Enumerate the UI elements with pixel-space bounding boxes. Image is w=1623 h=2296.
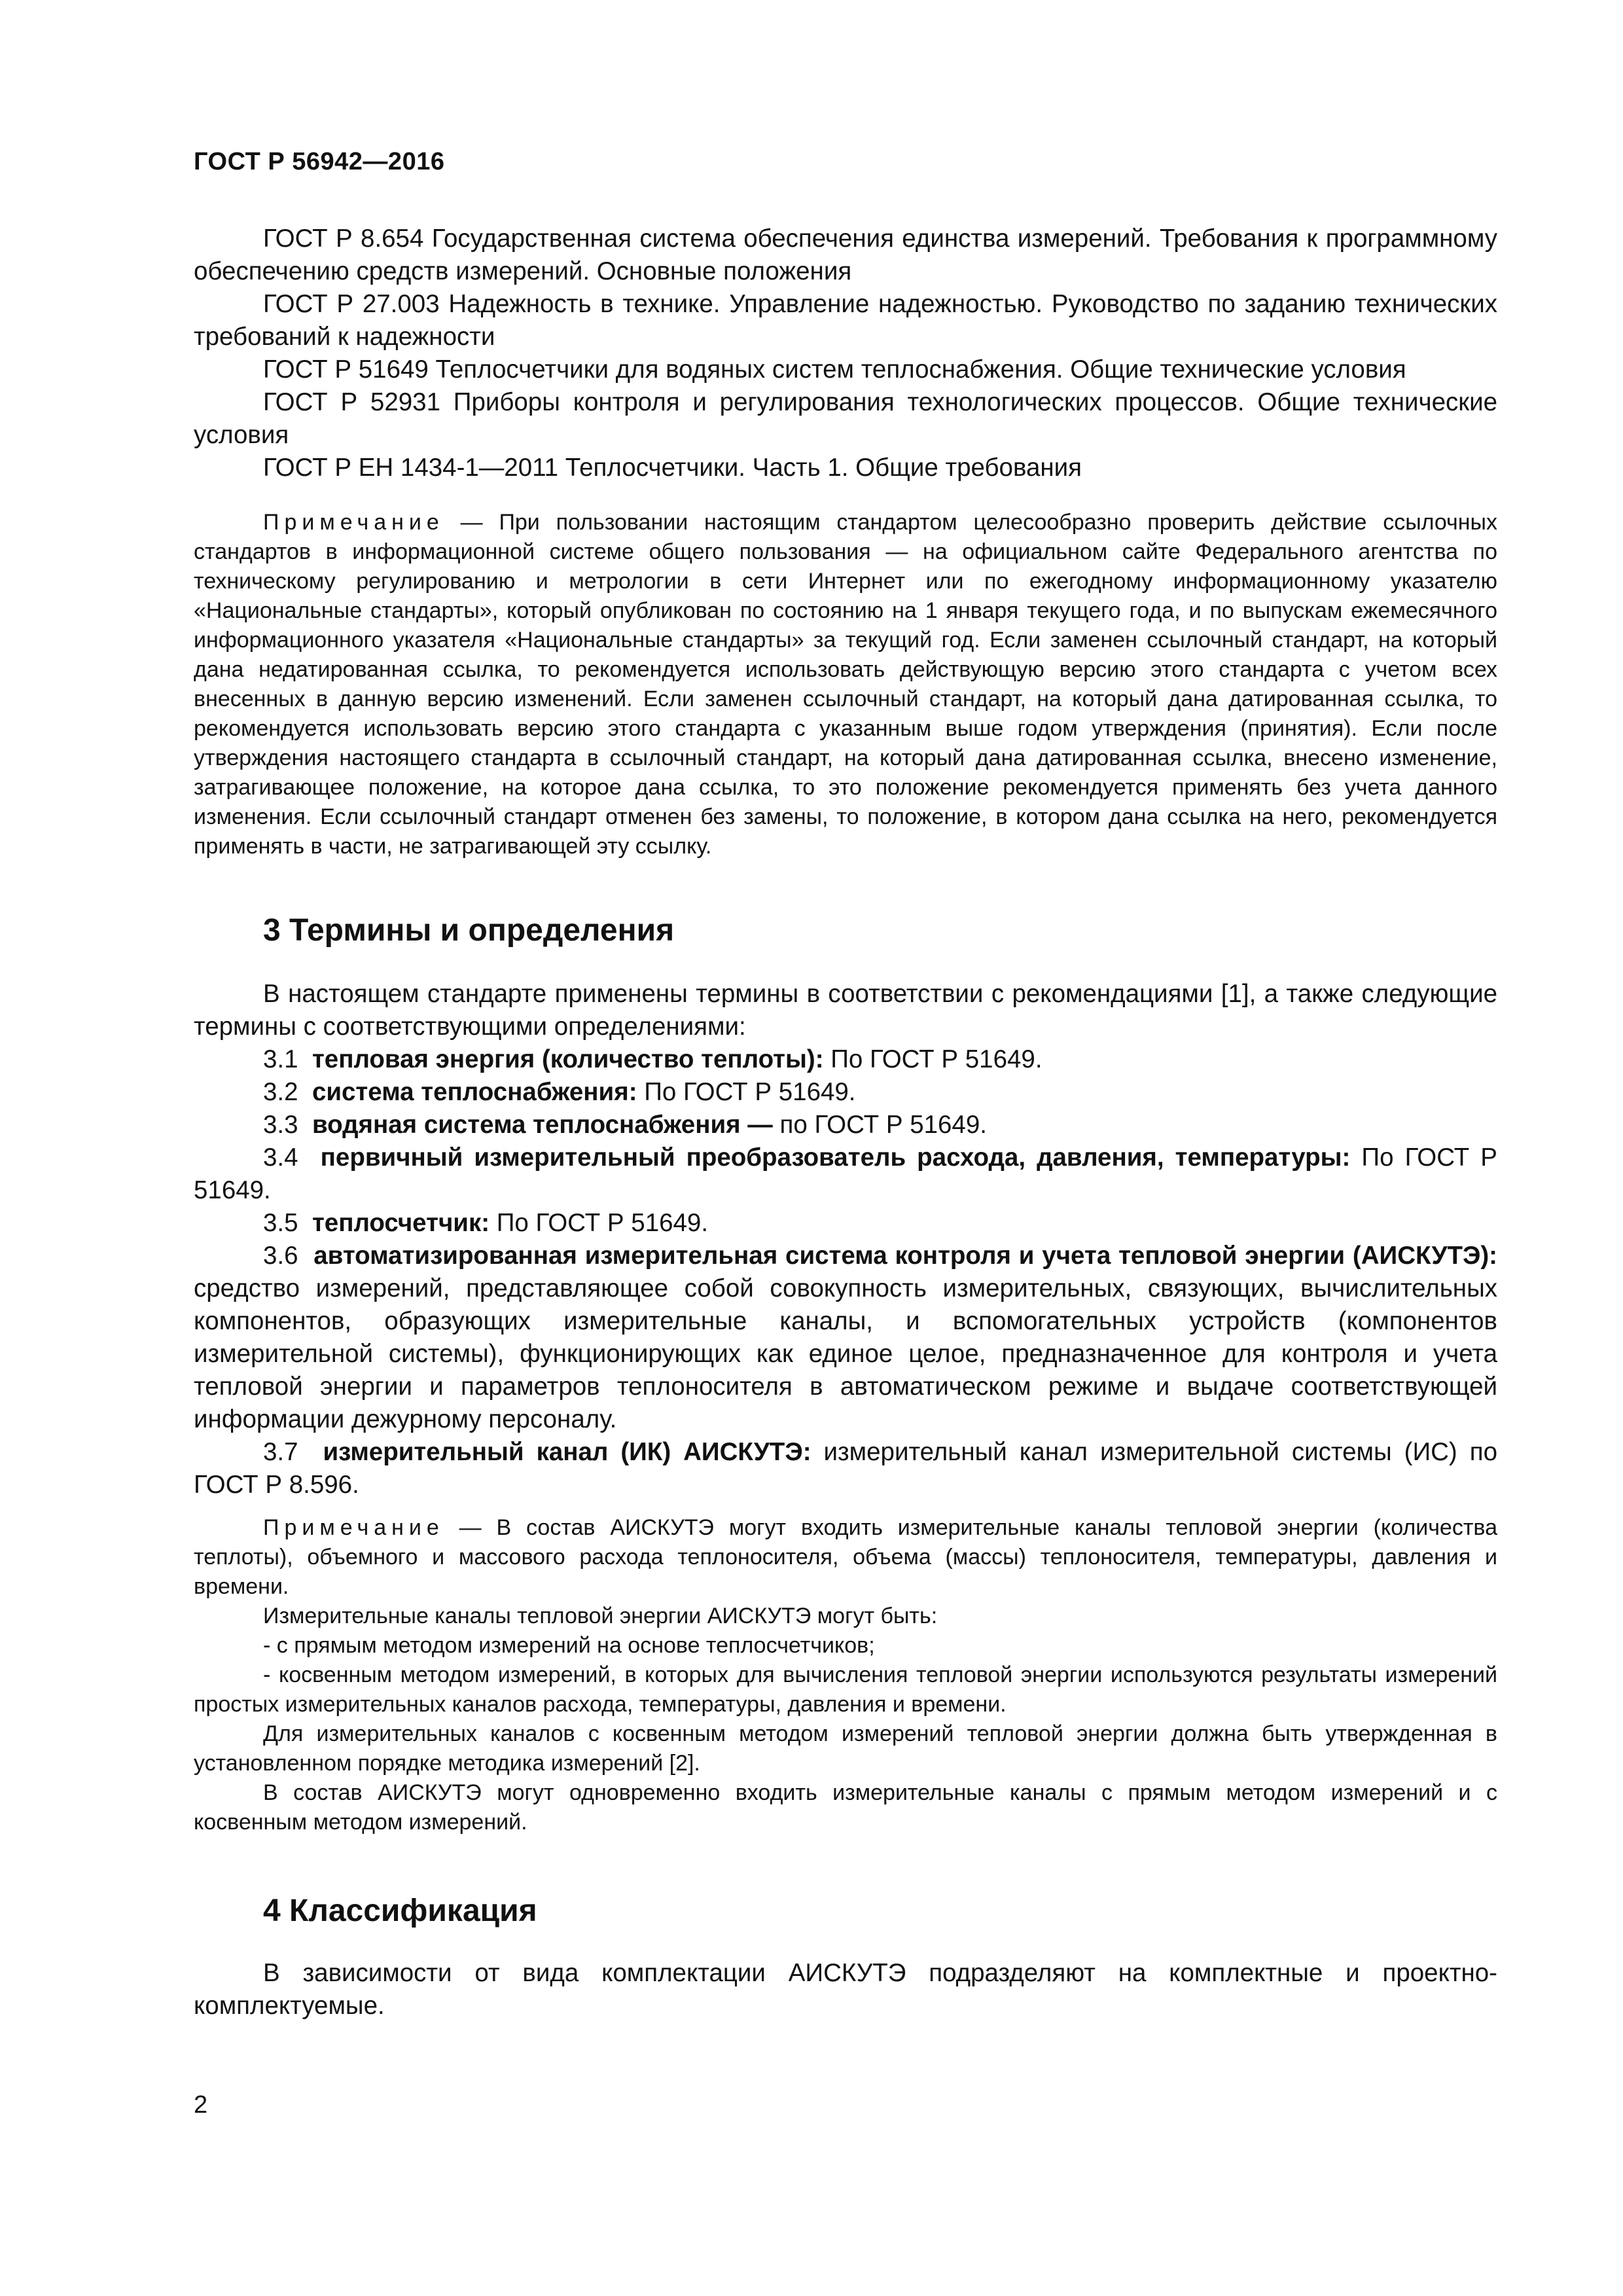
term-item bbox=[194, 1207, 1497, 1240]
note-list-item: - с прямым методом измерений на основе теплосчетчиков; bbox=[263, 1633, 875, 1658]
section-4-title: 4 Классификация bbox=[263, 1893, 537, 1928]
term-name: измерительный канал (ИК) АИСКУТЭ: bbox=[323, 1438, 812, 1466]
section-3-body bbox=[194, 978, 1497, 1501]
term-definition: По ГОСТ Р 51649. bbox=[637, 1078, 856, 1106]
term-definition: По ГОСТ Р 51649. bbox=[490, 1209, 709, 1237]
note-label: Примечание bbox=[263, 1515, 444, 1540]
note-paragraph bbox=[194, 1513, 1497, 1602]
note-paragraph: Для измерительных каналов с косвенным методом измерений тепловой энергии должна быть утвержденная в установленном порядке методика измерений [2]. bbox=[194, 1721, 1497, 1776]
term-name: тепловая энергия (количество теплоты): bbox=[312, 1045, 824, 1073]
term-name: первичный измерительный преобразователь расхода, давления, температуры: bbox=[320, 1143, 1351, 1172]
term-definition: по ГОСТ Р 51649. bbox=[772, 1111, 987, 1139]
term-number: 3.1 bbox=[263, 1045, 298, 1073]
note-text: — В состав АИСКУТЭ могут входить измерительные каналы тепловой энергии (количества теплоты), объемного и массового расхода теплоносителя, объема (массы) теплоносителя, температуры, давления и времени. bbox=[194, 1515, 1497, 1599]
note-list-item: - косвенным методом измерений, в которых для вычисления тепловой энергии используются результаты измерений простых измерительных каналов расхода, температуры, давления и времени. bbox=[194, 1662, 1497, 1717]
note-text: — При пользовании настоящим стандартом целесообразно проверить действие ссылочных стандартов в информационной системе общего пользования — на официальном сайте Федерального агентства по техническому регулированию и метрологии в сети Интернет или по ежегодному информационному указателю «Национальные стандарты», который опубликован по состоянию на 1 января текущего года, и по выпускам ежемесячного информационного указателя «Национальные стандарты» за текущий год. Если заменен ссылочный стандарт, на который дана недатированная ссылка, то рекомендуется использовать действующую версию этого стандарта с учетом всех внесенных в данную версию изменений. Если заменен ссылочный стандарт, на который дана датированная ссылка, то рекомендуется использовать версию этого стандарта с указанным выше годом утверждения (принятия). Если после утверждения настоящего стандарта в ссылочный стандарт, на который дана датированная ссылка, внесено изменение, затрагивающее положение, на которое дана ссылка, то это положение рекомендуется применять без учета данного изменения. Если ссылочный стандарт отменен без замены, то положение, в котором дана ссылка на него, рекомендуется применять в части, не затрагивающей эту ссылку. bbox=[194, 510, 1497, 859]
term-name: система теплоснабжения: bbox=[312, 1078, 637, 1106]
section-4-body bbox=[194, 1957, 1497, 2022]
note-paragraph: Измерительные каналы тепловой энергии АИСКУТЭ могут быть: bbox=[263, 1604, 938, 1628]
term-item bbox=[194, 1141, 1497, 1207]
term-item bbox=[194, 1043, 1497, 1076]
reference-item: ГОСТ Р 27.003 Надежность в технике. Управление надежностью. Руководство по заданию технических требований к надежности bbox=[194, 290, 1497, 351]
term-number: 3.7 bbox=[263, 1438, 298, 1466]
note-paragraph bbox=[194, 508, 1497, 861]
terms-note bbox=[194, 1513, 1497, 1837]
section-3-title: 3 Термины и определения bbox=[263, 913, 675, 948]
document-header: ГОСТ Р 56942—2016 bbox=[194, 148, 445, 175]
references-note bbox=[194, 508, 1497, 861]
term-item bbox=[194, 1436, 1497, 1501]
term-name: автоматизированная измерительная система контроля и учета тепловой энергии (АИСКУТЭ): bbox=[313, 1242, 1497, 1270]
term-item bbox=[194, 1240, 1497, 1436]
note-label: Примечание bbox=[263, 510, 444, 535]
section-3-intro: В настоящем стандарте применены термины в соответствии с рекомендациями [1], а также следующие термины с соответствующими определениями: bbox=[194, 980, 1497, 1041]
section-4-paragraph: В зависимости от вида комплектации АИСКУТЭ подразделяют на комплектные и проектно-комплектуемые. bbox=[194, 1959, 1497, 2020]
term-number: 3.6 bbox=[263, 1242, 298, 1270]
reference-item: ГОСТ Р ЕН 1434-1—2011 Теплосчетчики. Часть 1. Общие требования bbox=[263, 454, 1082, 482]
term-number: 3.3 bbox=[263, 1111, 298, 1139]
term-definition: По ГОСТ Р 51649. bbox=[194, 1143, 1497, 1204]
term-number: 3.2 bbox=[263, 1078, 298, 1106]
term-item bbox=[194, 1076, 1497, 1109]
term-definition: По ГОСТ Р 51649. bbox=[823, 1045, 1043, 1073]
term-name: теплосчетчик: bbox=[312, 1209, 490, 1237]
page-number: 2 bbox=[194, 2091, 208, 2119]
term-definition: измерительный канал измерительной системы (ИС) по ГОСТ Р 8.596. bbox=[194, 1438, 1497, 1499]
note-paragraph: В состав АИСКУТЭ могут одновременно входить измерительные каналы с прямым методом измерений и с косвенным методом измерений. bbox=[194, 1780, 1497, 1835]
term-number: 3.4 bbox=[263, 1143, 298, 1172]
term-definition: средство измерений, представляющее собой совокупность измерительных, связующих, вычислительных компонентов, образующих измерительные каналы, и вспомогательных устройств (компонентов измерительной системы), функционирующих как единое целое, предназначенное для контроля и учета тепловой энергии и параметров теплоносителя в автоматическом режиме и выдаче соответствующей информации дежурному персоналу. bbox=[194, 1274, 1497, 1433]
term-number: 3.5 bbox=[263, 1209, 298, 1237]
reference-item: ГОСТ Р 51649 Теплосчетчики для водяных систем теплоснабжения. Общие технические условия bbox=[263, 355, 1406, 384]
reference-item: ГОСТ Р 8.654 Государственная система обеспечения единства измерений. Требования к программному обеспечению средств измерений. Основные положения bbox=[194, 224, 1497, 285]
reference-item: ГОСТ Р 52931 Приборы контроля и регулирования технологических процессов. Общие технические условия bbox=[194, 388, 1497, 449]
references-list bbox=[194, 223, 1497, 484]
term-item bbox=[194, 1109, 1497, 1141]
term-name: водяная система теплоснабжения — bbox=[312, 1111, 773, 1139]
